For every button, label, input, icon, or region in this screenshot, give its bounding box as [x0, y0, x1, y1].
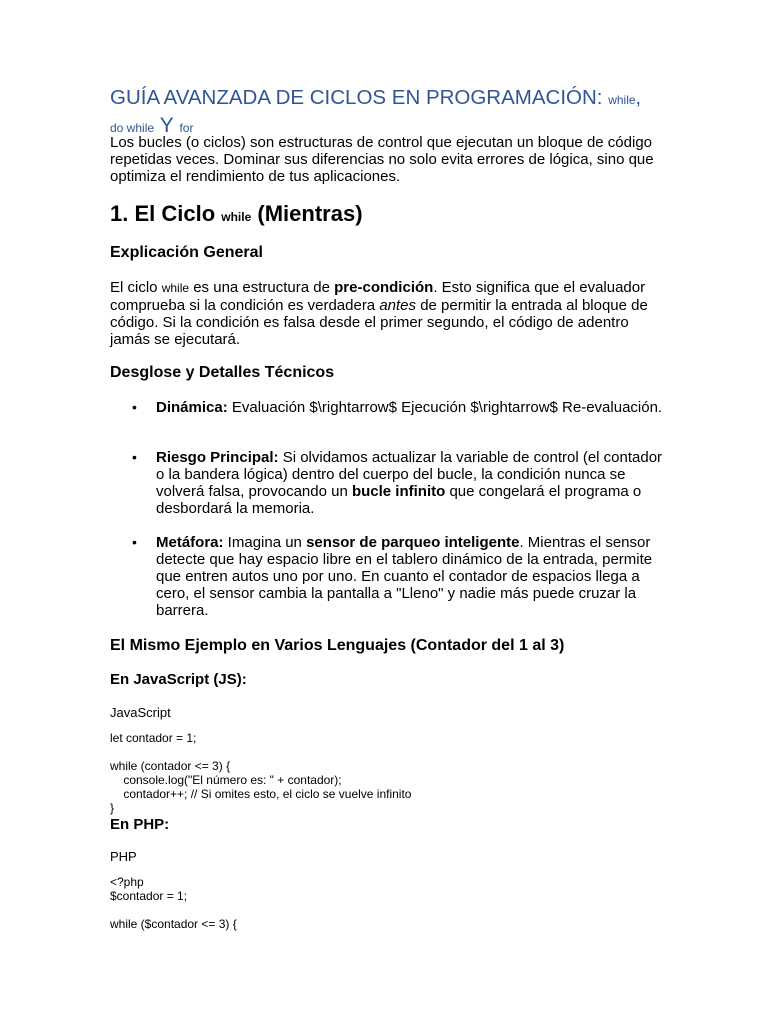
document-title	[110, 85, 700, 141]
title-while-code: while	[608, 93, 636, 107]
bullet-icon: •	[132, 449, 137, 465]
subheading-general: Explicación General	[110, 244, 263, 261]
php-language-label: PHP	[110, 849, 137, 864]
general-text-2: es una estructura de	[189, 279, 335, 296]
js-heading: En JavaScript (JS):	[110, 671, 247, 688]
js-code-block: let contador = 1; while (contador <= 3) { console.log("El número es: " + contador); contador++; // Si omites esto, el ciclo se vuelve infinito }	[110, 731, 412, 815]
title-for-code: for	[179, 121, 194, 135]
bullet-icon: •	[132, 534, 137, 550]
section-1-heading-code: while	[221, 210, 252, 224]
list-item-bold: sensor de parqueo inteligente	[306, 534, 520, 551]
list-item-text-b: . Mientras el sensor detecte que hay espacio libre en el tablero dinámico de la entrada, permite que entren autos uno por uno. En cuanto el contador de espacios llega a cero, el sensor cambia la pantalla a "Lleno" y nadie más puede cruzar la barrera.	[156, 534, 653, 619]
general-code-while: while	[161, 281, 190, 295]
general-paragraph	[110, 279, 670, 348]
list-item-dinamica	[110, 399, 670, 416]
list-item-bold: bucle infinito	[351, 483, 446, 500]
general-text-3: . Esto significa que el evaluador comprueba si la condición es verdadera	[110, 279, 646, 314]
list-item-label: Metáfora:	[156, 534, 224, 551]
list-item-text-b: que congelará el programa o desbordará la memoria.	[156, 483, 642, 517]
subheading-example: El Mismo Ejemplo en Varios Lenguajes (Contador del 1 al 3)	[110, 637, 565, 654]
title-do-while-code: do while	[110, 121, 155, 135]
list-item-label: Dinámica:	[156, 399, 228, 416]
details-list-3	[110, 534, 670, 619]
section-1-heading	[110, 201, 670, 230]
general-text-4: de permitir la entrada al bloque de código. Si la condición es falsa desde el primer segundo, el código de adentro jamás se ejecutará.	[110, 297, 648, 348]
general-text-1: El ciclo	[110, 279, 162, 296]
title-main: GUÍA AVANZADA DE CICLOS EN PROGRAMACIÓN:	[110, 86, 609, 109]
list-item-text-a: Si olvidamos actualizar la variable de control (el contador o la bandera lógica) dentro del cuerpo del bucle, la condición nunca se volverá falsa, provocando un	[156, 449, 663, 500]
php-heading: En PHP:	[110, 816, 170, 833]
bullet-icon: •	[132, 399, 137, 415]
list-item-label: Riesgo Principal:	[156, 449, 279, 466]
list-item-riesgo	[110, 449, 670, 517]
subheading-details: Desglose y Detalles Técnicos	[110, 364, 335, 381]
details-list-2	[110, 449, 670, 517]
section-1-heading-wrap	[110, 201, 670, 230]
section-1-heading-suffix: (Mientras)	[251, 201, 363, 226]
list-item-metafora	[110, 534, 670, 619]
intro-paragraph: Los bucles (o ciclos) son estructuras de control que ejecutan un bloque de código repetidas veces. Dominar sus diferencias no solo evita errores de lógica, sino que optimiza el rendimiento de tus aplicaciones.	[110, 134, 654, 185]
php-code-block: <?php $contador = 1; while ($contador <= 3) {	[110, 875, 237, 931]
section-1-heading-prefix: 1. El Ciclo	[110, 201, 222, 226]
js-language-label: JavaScript	[110, 705, 171, 720]
title-comma: ,	[635, 87, 642, 109]
details-list	[110, 399, 670, 416]
list-item-text: Evaluación $\rightarrow$ Ejecución $\rightarrow$ Re-evaluación.	[227, 399, 663, 416]
list-item-text-a: Imagina un	[223, 534, 307, 551]
title-y: Y	[159, 114, 174, 137]
general-italic-antes: antes	[379, 297, 417, 314]
general-bold-precondition: pre-condición	[334, 279, 434, 296]
